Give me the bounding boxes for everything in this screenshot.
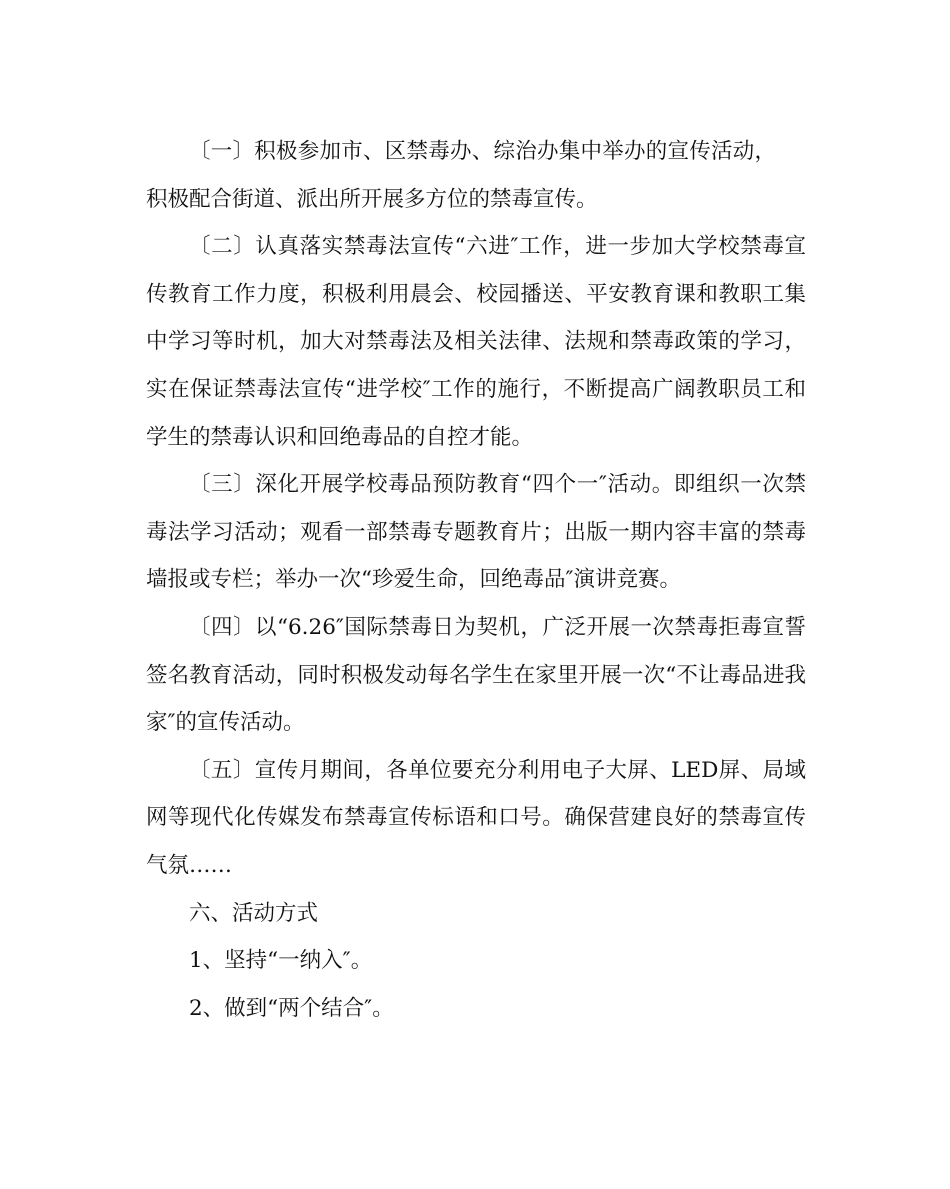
paragraph-5: 〔五〕宣传月期间，各单位要充分利用电子大屏、LED屏、局域网等现代化传媒发布禁毒宣传标语和口号。确保营建良好的禁毒宣传气氛……: [146, 757, 806, 878]
paragraph-4: 〔四〕以“6.26″国际禁毒日为契机，广泛开展一次禁毒拒毒宣誓签名教育活动，同时积极发动每名学生在家里开展一次“不让毒品进我家″的宣传活动。: [146, 614, 806, 736]
list-item-1: 1、坚持“一纳入″。: [189, 948, 373, 974]
paragraph-3: 〔三〕深化开展学校毒品预防教育“四个一″活动。即组织一次禁毒法学习活动；观看一部禁毒专题教育片；出版一期内容丰富的禁毒墙报或专栏；举办一次“珍爱生命，回绝毒品″演讲竞赛。: [146, 472, 806, 593]
document-body: [146, 128, 806, 1032]
section-heading: 六、活动方式: [189, 900, 319, 926]
list-item-2: 2、做到“两个结合″。: [189, 995, 394, 1021]
paragraph-1: 〔一〕积极参加市、区禁毒办、综治办集中举办的宣传活动，积极配合街道、派出所开展多方位的禁毒宣传。: [146, 139, 776, 212]
paragraph-2: 〔二〕认真落实禁毒法宣传“六进″工作，进一步加大学校禁毒宣传教育工作力度，积极利用晨会、校园播送、平安教育课和教职工集中学习等时机，加大对禁毒法及相关法律、法规和禁毒政策的学习，实在保证禁毒法宣传“进学校″工作的施行，不断提高广阔教职员工和学生的禁毒认识和回绝毒品的自控才能。: [146, 234, 806, 450]
